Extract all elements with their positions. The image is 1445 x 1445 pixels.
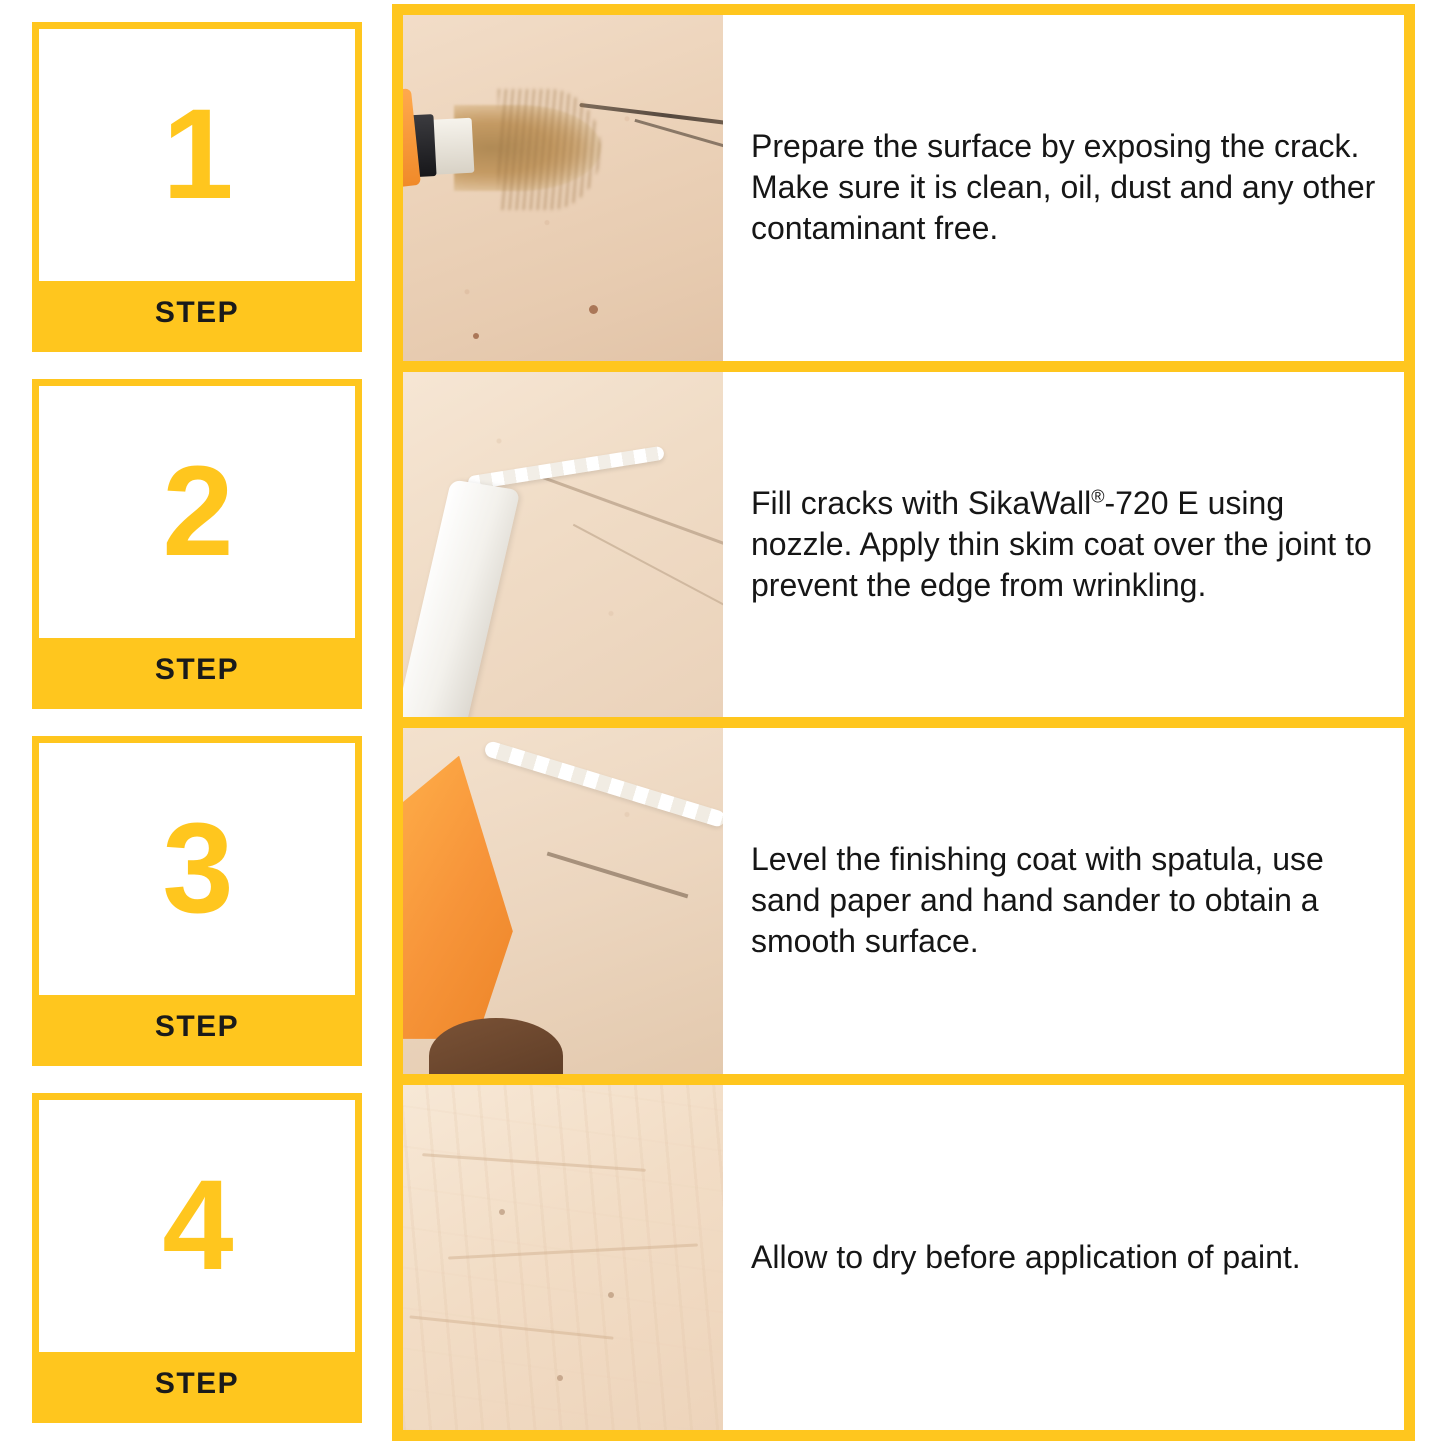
step-card-2 bbox=[32, 379, 362, 709]
step-number-2: 2 bbox=[162, 440, 232, 583]
step-label-4: STEP bbox=[39, 1352, 355, 1416]
step-number-1: 1 bbox=[162, 83, 232, 226]
instruction-text-1: Prepare the surface by exposing the crack. Make sure it is clean, oil, dust and any other contaminant free. bbox=[751, 128, 1376, 247]
instruction-text-2-after: -720 E using nozzle. Apply thin skim coat over the joint to prevent the edge from wrinkling. bbox=[751, 484, 1372, 603]
step-label-1: STEP bbox=[39, 281, 355, 345]
instruction-text-cell-1 bbox=[723, 15, 1404, 361]
instruction-panel bbox=[392, 4, 1415, 1441]
instruction-text-cell-3 bbox=[723, 728, 1404, 1074]
instruction-text-cell-2 bbox=[723, 372, 1404, 718]
instruction-text-2 bbox=[751, 483, 1376, 606]
step-card-1 bbox=[32, 22, 362, 352]
step-label-2: STEP bbox=[39, 638, 355, 702]
step-number-3: 3 bbox=[162, 797, 232, 940]
instruction-text-3: Level the finishing coat with spatula, use sand paper and hand sander to obtain a smooth surface. bbox=[751, 841, 1324, 960]
step-card-3 bbox=[32, 736, 362, 1066]
dried-smooth-wall-photo bbox=[403, 1085, 723, 1431]
step-card-4 bbox=[32, 1093, 362, 1423]
nozzle-filling-crack-photo bbox=[403, 372, 723, 718]
instruction-row-2 bbox=[403, 372, 1404, 718]
instruction-row-3 bbox=[403, 728, 1404, 1074]
instruction-row-1 bbox=[403, 15, 1404, 361]
step-label-3: STEP bbox=[39, 995, 355, 1059]
instruction-row-4 bbox=[403, 1085, 1404, 1431]
spatula-leveling-coat-photo bbox=[403, 728, 723, 1074]
brush-cleaning-crack-photo bbox=[403, 15, 723, 361]
instruction-text-2-before: Fill cracks with SikaWall bbox=[751, 484, 1092, 521]
registered-trademark-symbol: ® bbox=[1091, 486, 1105, 507]
step-number-4: 4 bbox=[162, 1154, 232, 1297]
instruction-text-cell-4 bbox=[723, 1085, 1404, 1431]
step-number-column bbox=[0, 0, 392, 1445]
instruction-text-4: Allow to dry before application of paint. bbox=[751, 1238, 1301, 1275]
